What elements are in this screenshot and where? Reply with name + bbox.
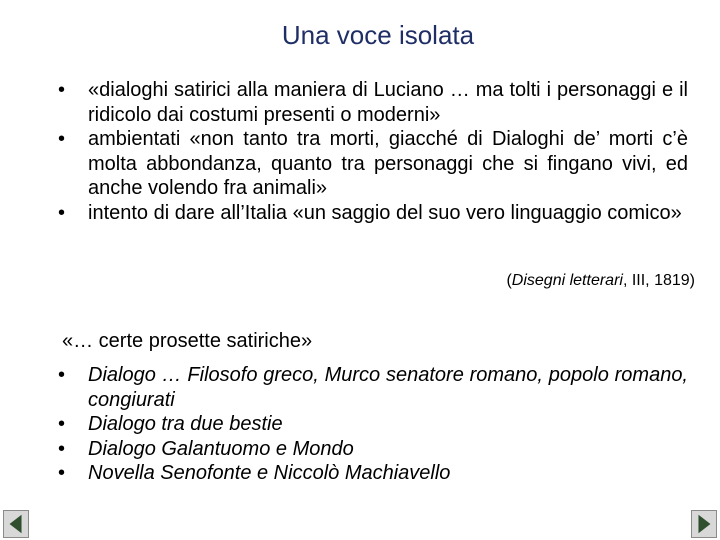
list-item-text: Novella Senofonte e Niccolò Machiavello bbox=[88, 462, 451, 484]
citation-open: ( bbox=[506, 272, 512, 289]
list-item bbox=[58, 412, 688, 437]
list-item bbox=[58, 363, 688, 412]
next-slide-button[interactable] bbox=[691, 510, 717, 538]
bullet-icon: • bbox=[58, 128, 66, 150]
next-slide-icon bbox=[692, 511, 716, 537]
bullet-icon: • bbox=[58, 79, 66, 101]
section-quote: «… certe prosette satiriche» bbox=[62, 330, 313, 352]
bullet-list-main bbox=[58, 78, 688, 225]
arrow-right-shape bbox=[698, 515, 710, 533]
previous-slide-button[interactable] bbox=[3, 510, 29, 538]
list-item-text: Dialogo Galantuomo e Mondo bbox=[88, 437, 354, 460]
list-item-text: «dialoghi satirici alla maniera di Luciano … ma tolti i personaggi e il ridicolo dai costumi presenti o moderni» bbox=[88, 79, 688, 126]
bullet-icon: • bbox=[58, 437, 66, 460]
citation bbox=[506, 272, 695, 290]
list-item bbox=[58, 461, 688, 486]
bullet-icon: • bbox=[58, 201, 66, 224]
slide-title: Una voce isolata bbox=[281, 20, 475, 50]
bullet-icon: • bbox=[58, 413, 66, 435]
bullet-icon: • bbox=[58, 364, 66, 386]
list-item-text: Dialogo … Filosofo greco, Murco senatore romano, popolo romano, congiurati bbox=[88, 364, 688, 411]
list-item-text: Dialogo tra due bestie bbox=[88, 413, 283, 435]
list-item bbox=[58, 437, 688, 462]
list-item-text: ambientati «non tanto tra morti, giacché di Dialoghi de’ morti c’è molta abbondanza, quanto tra personaggi che si fingano vivi, ed anche volendo fra animali» bbox=[88, 128, 688, 199]
list-item-text: intento di dare all’Italia «un saggio del suo vero linguaggio comico» bbox=[88, 201, 682, 224]
citation-work: Disegni letterari bbox=[511, 272, 623, 289]
bullet-icon: • bbox=[58, 462, 66, 484]
list-item bbox=[58, 127, 688, 201]
citation-rest: , III, 1819) bbox=[622, 272, 695, 289]
list-item bbox=[58, 201, 688, 226]
previous-slide-icon bbox=[4, 511, 28, 537]
arrow-left-shape bbox=[10, 515, 22, 533]
bullet-list-dialogues bbox=[58, 363, 688, 486]
list-item bbox=[58, 78, 688, 127]
